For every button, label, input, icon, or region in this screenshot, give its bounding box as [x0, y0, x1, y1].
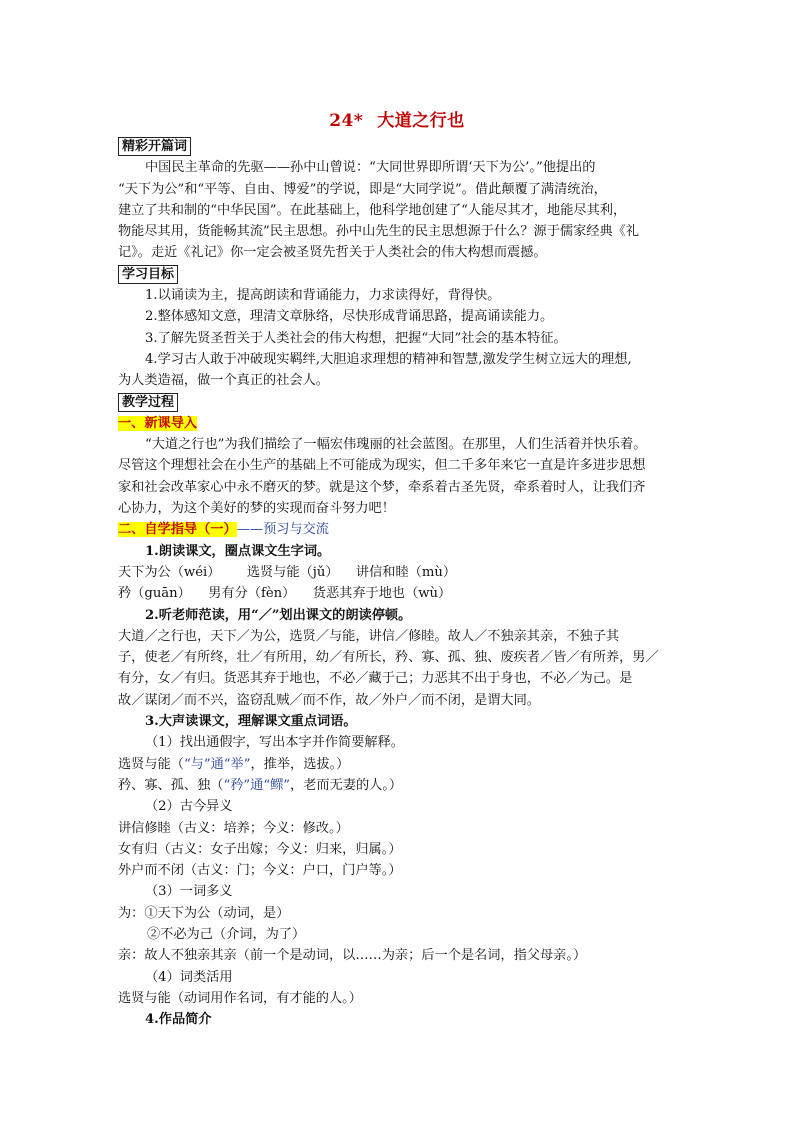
goals-section	[118, 264, 678, 392]
tongjia-text: 选贤与能（	[118, 756, 184, 772]
section-2-title	[118, 519, 678, 540]
tongjia-text: 矜、寡、孤、独（	[118, 777, 224, 793]
lesson-number: 24*	[329, 111, 364, 131]
sub-heading-2: （2）古今异义	[145, 799, 233, 815]
intro-paragraph-line: “大道之行也”为我们描绘了一幅宏伟瑰丽的社会蓝图。在那里，人们生活着并快乐着。	[145, 437, 647, 453]
question-3: 3.大声读课文，理解课文重点词语。	[145, 714, 357, 730]
intro-line: 物能尽其用，货能畅其流”民主思想。孙中山先生的民主思想源于什么？源于儒家经典《礼	[118, 224, 640, 240]
lesson-title: 大道之行也	[377, 111, 465, 131]
section-1-label: 一、新课导入	[118, 415, 198, 431]
intro-section	[118, 136, 678, 264]
word-item: 选贤与能（jǔ）	[246, 564, 339, 580]
huoyong-row: 选贤与能（动词用作名词，有才能的人。）	[118, 990, 362, 1006]
section-2-suffix: ——预习与交流	[236, 522, 329, 538]
goal-item: 2.整体感知文意，理清文章脉络，尽快形成背诵思路，提高诵读能力。	[145, 309, 554, 325]
pause-line: 子，使老／有所终，壮／有所用，幼／有所长，矜、寡、孤、独、废疾者／皆／有所养，男／	[118, 650, 659, 666]
word-item: 天下为公（wéi）	[118, 564, 221, 580]
tongjia-text: ，推举，选拔。）	[250, 756, 350, 772]
tongjia-row-1	[118, 754, 678, 775]
pause-line: 有分，女／有归。货恶其弃于地也，不必／藏于己；力恶其不出于身也，不必／为己。是	[118, 671, 633, 687]
pause-line: 故／谋闭／而不兴，盗窃乱贼／而不作，故／外户／而不闭，是谓大同。	[118, 692, 540, 708]
pause-line: 大道／之行也，天下／为公，选贤／与能，讲信／修睦。故人／不独亲其亲，不独子其	[118, 628, 620, 644]
tongjia-answer: “与”通“举”	[183, 756, 251, 772]
intro-paragraph-line: 尽管这个理想社会在小生产的基础上不可能成为现实，但二千多年来它一直是许多进步思想	[118, 458, 646, 474]
word-row-1	[118, 562, 678, 583]
intro-heading: 精彩开篇词	[118, 137, 191, 156]
question-4: 4.作品简介	[145, 1012, 212, 1028]
goal-item: 3.了解先贤圣哲关于人类社会的伟大构想，把握“大同”社会的基本特征。	[145, 330, 567, 346]
page-title	[0, 106, 794, 131]
intro-line: 建立了共和制的“中华民国”。在此基础上，他科学地创建了“人能尽其才，地能尽其利，	[118, 202, 627, 218]
document-body	[118, 136, 678, 1030]
process-section	[118, 392, 678, 1031]
goal-item: 为人类造福，做一个真正的社会人。	[118, 373, 329, 389]
word-item: 男有分（fèn）	[208, 586, 296, 602]
goals-heading: 学习目标	[118, 265, 178, 284]
sub-heading-3: （3）一词多义	[145, 884, 233, 900]
intro-paragraph-line: 心协力，为这个美好的梦的实现而奋斗努力吧！	[118, 501, 395, 517]
intro-paragraph-line: 家和社会改革家心中永不磨灭的梦。就是这个梦，牵系着古圣先贤，牵系着时人，让我们齐	[118, 479, 646, 495]
gujin-row: 外户而不闭（古义：门；今义：户口，门户等。）	[118, 863, 402, 879]
question-2: 2.听老师范读，用“／”划出课文的朗读停顿。	[145, 607, 412, 623]
duoyi-row: 亲：故人不独亲其亲（前一个是动词，以……为亲；后一个是名词，指父母亲。）	[118, 948, 587, 964]
process-heading: 教学过程	[118, 393, 178, 412]
gujin-row: 女有归（古义：女子出嫁；今义：归来，归属。）	[118, 841, 402, 857]
word-row-2	[118, 583, 678, 604]
goal-item: 1.以诵读为主，提高朗读和背诵能力，力求读得好，背得快。	[145, 288, 501, 304]
duoyi-row: 为：①天下为公（动词，是）	[118, 905, 290, 921]
section-1-title	[118, 413, 678, 434]
sub-heading-1: （1）找出通假字，写出本字并作简要解释。	[145, 735, 404, 751]
gujin-row: 讲信修睦（古义：培养；今义：修改。）	[118, 820, 349, 836]
goal-item: 4.学习古人敢于冲破现实羁绊,大胆追求理想的精神和智慧,激发学生树立远大的理想,	[145, 351, 632, 367]
word-item: 货恶其弃于地也（wù）	[312, 586, 452, 602]
sub-heading-4: （4）词类活用	[145, 969, 233, 985]
intro-line: 记》。走近《礼记》你一定会被圣贤先哲关于人类社会的伟大构想而震撼。	[118, 245, 547, 261]
word-item: 讲信和睦（mù）	[355, 564, 457, 580]
tongjia-text: ，老而无妻的人。）	[290, 777, 403, 793]
intro-line: “天下为公”和“平等、自由、博爱”的学说，即是“大同学说”。借此颠覆了满清统治，	[118, 181, 607, 197]
section-2-label: 二、自学指导（一）	[118, 522, 237, 538]
tongjia-row-2	[118, 775, 678, 796]
intro-line: 中国民主革命的先驱——孙中山曾说：“大同世界即所谓‘天下为公’。”他提出的	[145, 160, 596, 176]
tongjia-answer: “矜”通“鳏”	[223, 777, 291, 793]
word-item: 矜（guān）	[118, 586, 191, 602]
duoyi-row: ②不必为己（介词，为了）	[147, 926, 306, 942]
question-1: 1.朗读课文，圈点课文生字词。	[145, 543, 331, 559]
